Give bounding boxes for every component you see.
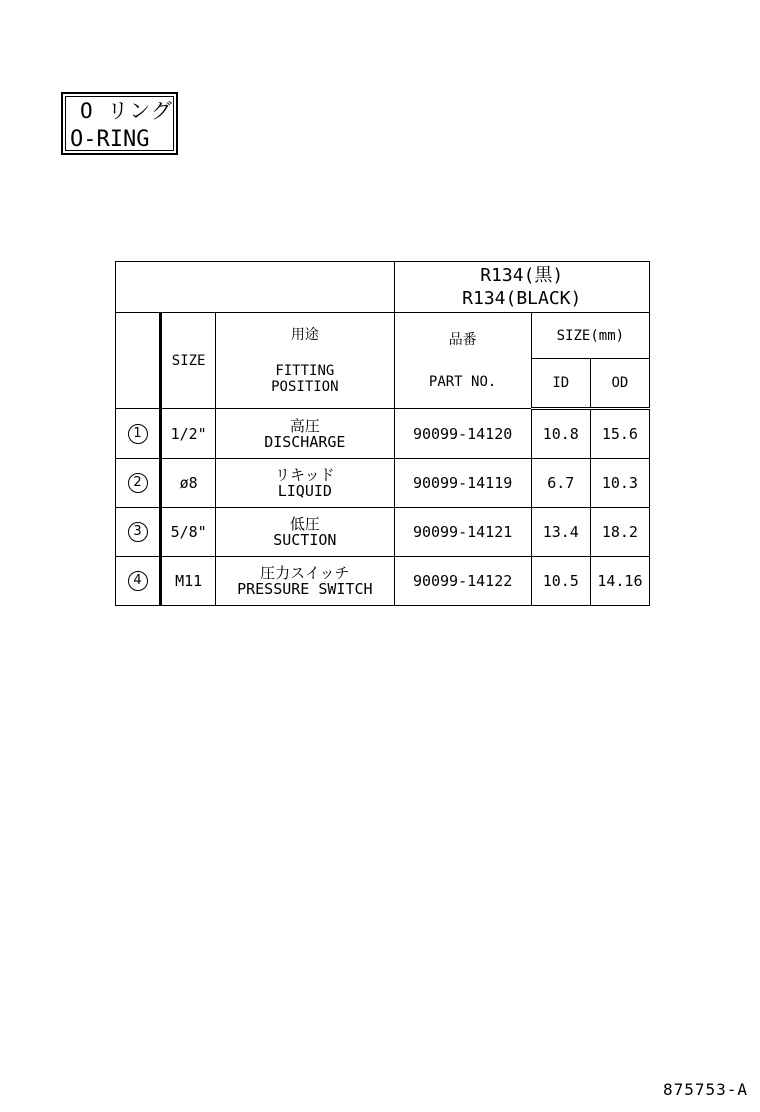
fitting-header-line1: FITTING — [275, 362, 335, 379]
grade-english: R134(BLACK) — [462, 288, 582, 309]
od-header-cell — [590, 359, 649, 409]
part-number-header-japanese: 品番 — [448, 331, 477, 348]
grade-japanese: R134(黒) — [480, 265, 564, 286]
title-inner-frame — [65, 96, 174, 151]
number-header-cell — [116, 313, 161, 409]
position-english: SUCTION — [273, 531, 337, 549]
id-header: ID — [552, 375, 570, 391]
fitting-position-header-cell — [216, 313, 394, 409]
position-japanese: リキッド — [274, 466, 335, 484]
id-header-cell — [531, 359, 590, 409]
fitting-position-cell — [216, 409, 394, 459]
id-cell: 10.5 — [531, 557, 590, 606]
size-cell: ø8 — [161, 459, 216, 508]
size-header-cell — [161, 313, 216, 409]
fitting-header-line2: POSITION — [271, 378, 339, 395]
drawing-id: 875753-A — [662, 1080, 748, 1099]
row-number-cell — [116, 459, 161, 508]
row-number-cell — [116, 409, 161, 459]
part-number-header-cell — [394, 313, 531, 409]
table-row — [116, 409, 650, 459]
id-cell: 6.7 — [531, 459, 590, 508]
part-number-cell: 90099-14122 — [394, 557, 531, 606]
o-ring-spec-table — [115, 261, 650, 606]
position-english: LIQUID — [277, 482, 332, 500]
title-box — [61, 92, 178, 155]
size-mm-header-cell — [531, 313, 649, 359]
od-header: OD — [611, 375, 629, 391]
fitting-position-cell — [216, 459, 394, 508]
row-number-cell — [116, 508, 161, 557]
size-mm-header: SIZE(mm) — [556, 327, 625, 344]
part-number-header: PART NO. — [428, 373, 497, 390]
grade-header-row — [116, 262, 650, 313]
id-cell: 10.8 — [531, 409, 590, 459]
od-cell: 18.2 — [590, 508, 649, 557]
title-japanese: O リング — [80, 99, 173, 123]
od-cell: 14.16 — [590, 557, 649, 606]
table-row — [116, 459, 650, 508]
row-number: 3 — [128, 522, 148, 542]
size-cell: M11 — [161, 557, 216, 606]
blank-header-cell — [116, 262, 395, 313]
row-number: 1 — [128, 424, 148, 444]
fitting-position-cell — [216, 508, 394, 557]
id-cell: 13.4 — [531, 508, 590, 557]
size-cell: 1/2" — [161, 409, 216, 459]
row-number-cell — [116, 557, 161, 606]
od-cell: 10.3 — [590, 459, 649, 508]
fitting-position-cell — [216, 557, 394, 606]
size-header: SIZE — [171, 352, 206, 369]
title-english: O-RING — [70, 127, 150, 152]
row-number: 2 — [128, 473, 148, 493]
od-cell: 15.6 — [590, 409, 649, 459]
position-japanese: 高圧 — [289, 416, 320, 435]
column-header-row — [116, 313, 650, 359]
part-number-cell: 90099-14119 — [394, 459, 531, 508]
table-row — [116, 508, 650, 557]
position-japanese: 圧力スイッチ — [260, 564, 350, 582]
grade-header-cell — [394, 262, 650, 313]
table-row — [116, 557, 650, 606]
part-number-cell: 90099-14121 — [394, 508, 531, 557]
position-english: PRESSURE SWITCH — [237, 580, 373, 598]
position-english: DISCHARGE — [264, 432, 346, 451]
row-number: 4 — [128, 571, 148, 591]
position-japanese: 低圧 — [289, 515, 320, 533]
use-header-japanese: 用途 — [290, 326, 319, 343]
part-number-cell: 90099-14120 — [394, 409, 531, 459]
size-cell: 5/8" — [161, 508, 216, 557]
